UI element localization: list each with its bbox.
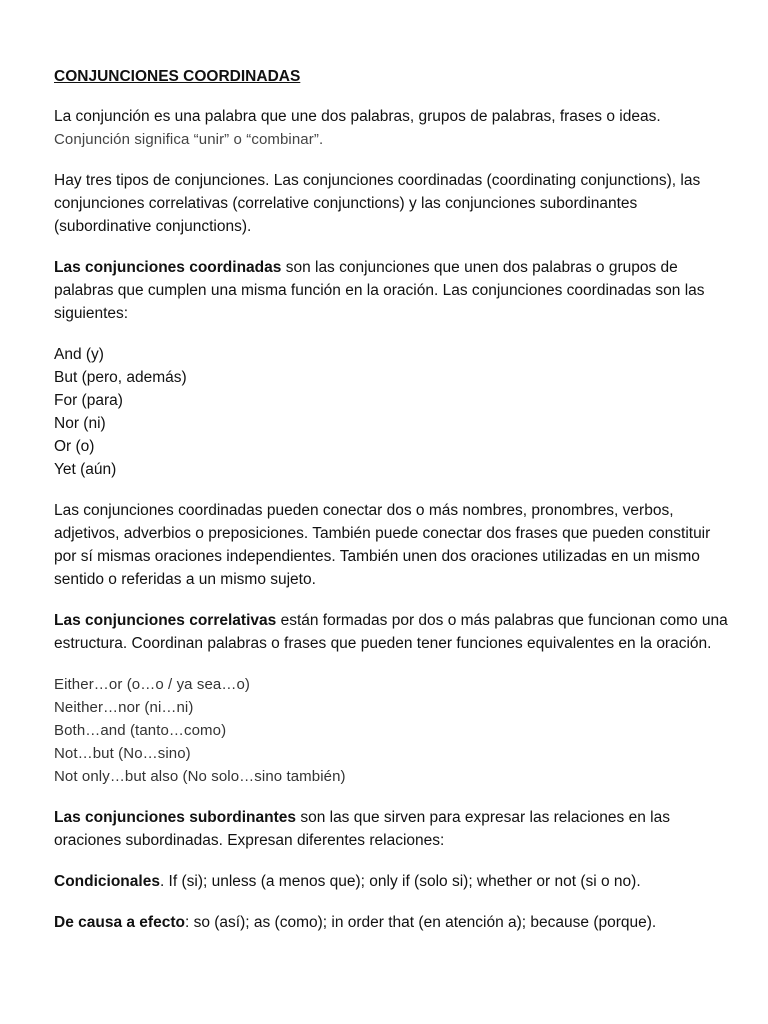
causa-heading: De causa a efecto [54,914,185,931]
list-item: Not only…but also (No solo…sino también) [54,768,346,785]
correlativas-text: están formadas por dos o más palabras que funcionan como una estructura. Coordinan palabras o frases que pueden tener funciones equivalentes en la oración. [54,612,728,652]
correlativas-heading: Las conjunciones correlativas [54,612,277,629]
intro-line-2: Conjunción significa “unir” o “combinar”. [54,131,324,148]
condicionales-text: . If (si); unless (a menos que); only if (solo si); whether or not (si o no). [159,873,641,890]
coordinadas-text: son las conjunciones que unen dos palabras o grupos de palabras que cumplen una misma función en la oración. Las conjunciones coordinadas son las siguientes: [54,259,705,322]
list-item: And (y) [54,346,104,363]
list-item: Yet (aún) [54,461,117,478]
coordinadas-list [54,343,728,481]
coordinadas-heading: Las conjunciones coordinadas [54,259,282,276]
list-item: For (para) [54,392,123,409]
correlativas-list [54,673,728,788]
list-item: Neither…nor (ni…ni) [54,699,194,716]
list-item: Nor (ni) [54,415,106,432]
types-paragraph: Hay tres tipos de conjunciones. Las conjunciones coordinadas (coordinating conjunctions), las conjunciones correlativas (correlative conjunctions) y las conjunciones subordinantes (subordinative conjunctions). [54,172,701,235]
list-item: Or (o) [54,438,95,455]
subordinantes-heading: Las conjunciones subordinantes [54,809,297,826]
subordinantes-paragraph [54,806,728,852]
document-title: CONJUNCIONES COORDINADAS [54,68,301,85]
list-item: Both…and (tanto…como) [54,722,227,739]
list-item: But (pero, además) [54,369,187,386]
subordinantes-text: son las que sirven para expresar las relaciones en las oraciones subordinadas. Expresan diferentes relaciones: [54,809,670,849]
condicionales-paragraph [54,870,728,893]
coordinadas-paragraph [54,256,728,325]
intro-line-1: La conjunción es una palabra que une dos palabras, grupos de palabras, frases o ideas. [54,108,661,125]
causa-paragraph [54,911,728,934]
correlativas-paragraph [54,609,728,655]
coordinadas-after-paragraph: Las conjunciones coordinadas pueden conectar dos o más nombres, pronombres, verbos, adjetivos, adverbios o preposiciones. También puede conectar dos frases que pueden constituir por sí mismas oraciones independientes. También unen dos oraciones utilizadas en un mismo sentido o referidas a un mismo sujeto. [54,502,711,588]
list-item: Either…or (o…o / ya sea…o) [54,676,251,693]
condicionales-heading: Condicionales [54,873,160,890]
causa-text: : so (así); as (como); in order that (en atención a); because (porque). [184,914,657,931]
list-item: Not…but (No…sino) [54,745,191,762]
